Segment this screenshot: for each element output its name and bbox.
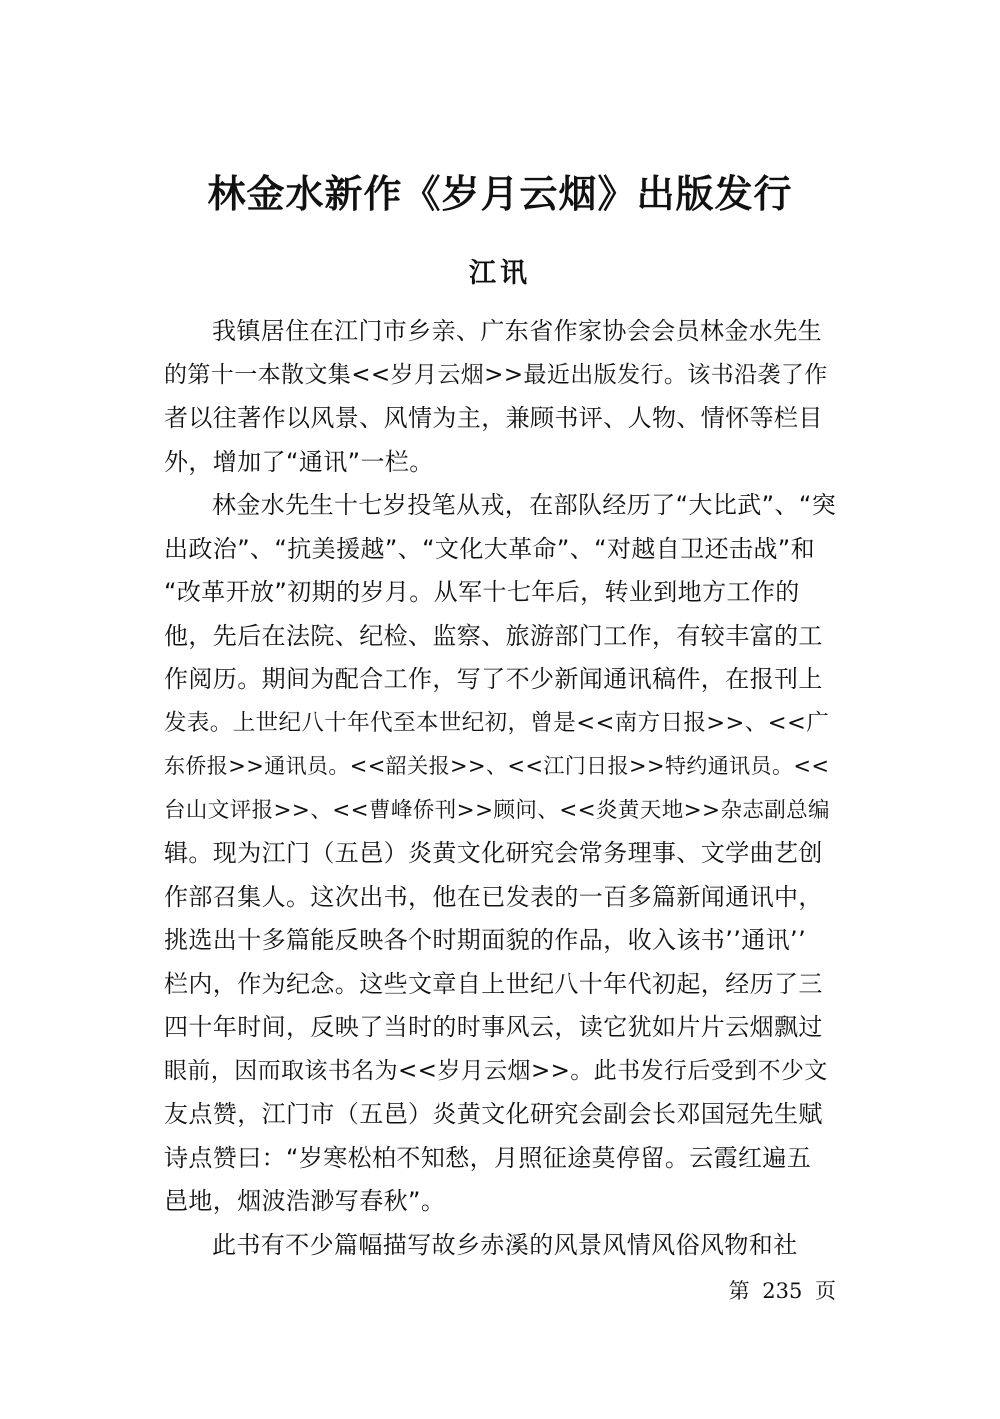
- body-line: 他，先后在法院、纪检、监察、旅游部门工作，有较丰富的工: [164, 621, 823, 650]
- body-line: 我镇居住在江门市乡亲、广东省作家协会会员林金水先生: [212, 317, 822, 345]
- body-line: 林金水先生十七岁投笔从戎，在部队经历了“大比武”、“突: [212, 491, 837, 519]
- body-line: 台山文评报>>、<<曹峰侨刊>>顾问、<<炎黄天地>>杂志副总编: [164, 797, 830, 823]
- body-line: 邑地，烟波浩渺写春秋”。: [164, 1187, 446, 1215]
- article-body: [164, 310, 840, 1267]
- body-line: 出政治”、“抗美援越”、“文化大革命”、“对越自卫还击战”和: [164, 534, 816, 563]
- article-title: 林金水新作《岁月云烟》出版发行: [207, 172, 793, 216]
- body-line: 诗点赞曰：“岁寒松柏不知愁，月照征途莫停留。云霞红遍五: [164, 1143, 812, 1172]
- body-line: 友点赞，江门市（五邑）炎黄文化研究会副会长邓国冠先生赋: [164, 1100, 823, 1128]
- body-line: 者以往著作以风景、风情为主，兼顾书评、人物、情怀等栏目: [164, 404, 823, 432]
- body-line: 东侨报>>通讯员。<<韶关报>>、<<江门日报>>特约通讯员。<<: [164, 754, 830, 778]
- body-line: 辑。现为江门（五邑）炎黄文化研究会常务理事、文学曲艺创: [164, 839, 823, 867]
- body-line: 作部召集人。这次出书，他在已发表的一百多篇新闻通讯中，: [164, 882, 823, 911]
- body-line: 四十年时间，反映了当时的时事风云，读它犹如片片云烟飘过: [164, 1013, 823, 1041]
- body-line: “改革开放”初期的岁月。从军十七年后，转业到地方工作的: [164, 578, 800, 606]
- body-line: 的第十一本散文集<<岁月云烟>>最近出版发行。该书沿袭了作: [164, 361, 828, 388]
- body-line: 眼前，因而取该书名为<<岁月云烟>>。此书发行后受到不少文: [164, 1057, 828, 1084]
- body-line: 此书有不少篇幅描写故乡赤溪的风景风情风俗风物和社: [212, 1230, 798, 1259]
- body-line: 挑选出十多篇能反映各个时期面貌的作品，收入该书’’通讯’’: [164, 926, 807, 954]
- article-byline: 江讯: [469, 258, 531, 289]
- body-line: 发表。上世纪八十年代至本世纪初，曾是<<南方日报>>、<<广: [164, 709, 830, 736]
- page-number: 第 235 页: [728, 1279, 836, 1303]
- body-line: 外，增加了“通讯”一栏。: [164, 447, 434, 476]
- body-line: 作阅历。期间为配合工作，写了不少新闻通讯稿件，在报刊上: [164, 665, 823, 693]
- body-line: 栏内，作为纪念。这些文章自上世纪八十年代初起，经历了三: [164, 969, 823, 998]
